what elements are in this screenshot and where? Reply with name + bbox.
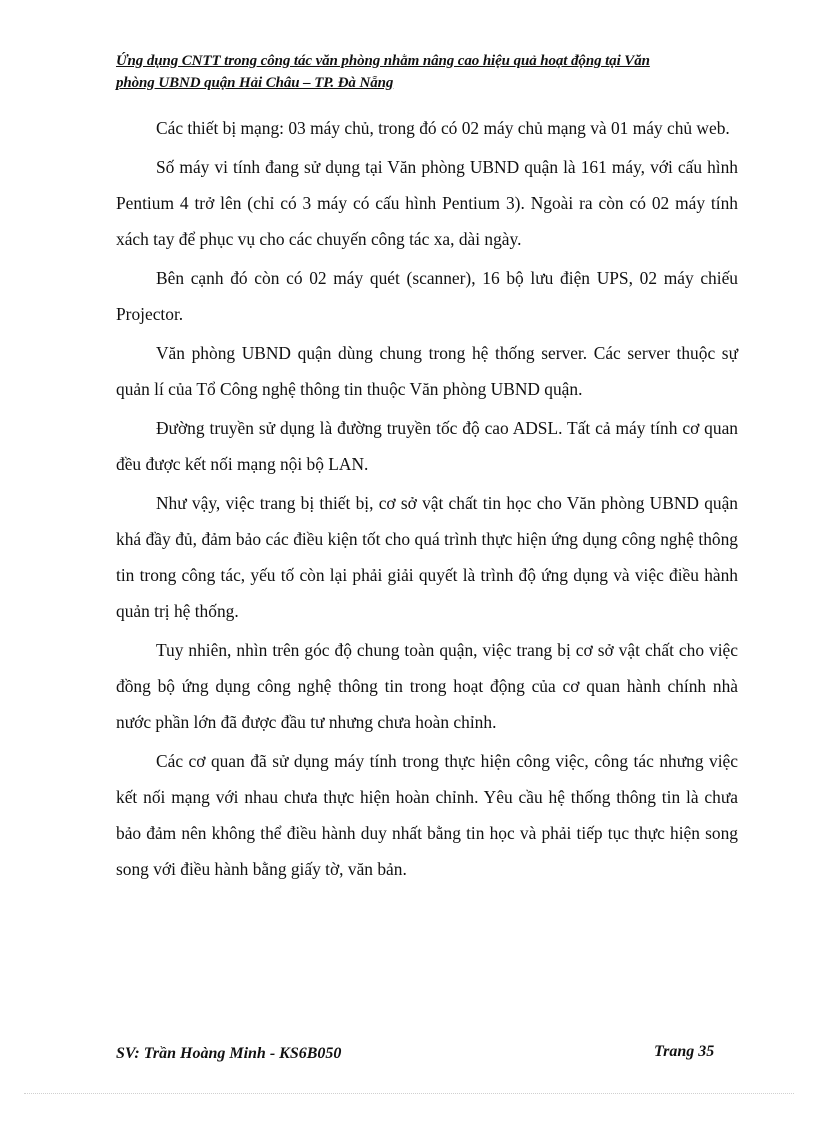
- paragraph-computer-count: Số máy vi tính đang sử dụng tại Văn phòng UBND quận là 161 máy, với cấu hình Pentium 4 trở lên (chỉ có 3 máy có cấu hình Pentium 3). Ngoài ra còn có 02 máy tính xách tay để phục vụ cho các chuyến công tác xa, dài ngày.: [116, 157, 738, 249]
- footer-page-number: Trang 35: [654, 1043, 715, 1060]
- footer-author: SV: Trần Hoàng Minh - KS6B050: [116, 1045, 342, 1062]
- paragraph-district-overview: Tuy nhiên, nhìn trên góc độ chung toàn quận, việc trang bị cơ sở vật chất cho việc đồng bộ ứng dụng công nghệ thông tin trong hoạt động của cơ quan hành chính nhà nước phần lớn đã được đầu tư nhưng chưa hoàn chỉnh.: [116, 640, 738, 732]
- header-line-2: phòng UBND quận Hải Châu – TP. Đà Nẵng: [116, 75, 394, 91]
- body-text: [116, 110, 738, 890]
- paragraph-assessment: Như vậy, việc trang bị thiết bị, cơ sở vật chất tin học cho Văn phòng UBND quận khá đầy đủ, đảm bảo các điều kiện tốt cho quá trình thực hiện ứng dụng công nghệ thông tin trong công tác, yếu tố còn lại phải giải quyết là trình độ ứng dụng và việc điều hành quản trị hệ thống.: [116, 493, 738, 621]
- paragraph-peripherals: Bên cạnh đó còn có 02 máy quét (scanner), 16 bộ lưu điện UPS, 02 máy chiếu Projector.: [116, 268, 738, 324]
- paragraph-network-devices: Các thiết bị mạng: 03 máy chủ, trong đó có 02 máy chủ mạng và 01 máy chủ web.: [156, 118, 730, 138]
- paragraph-servers: Văn phòng UBND quận dùng chung trong hệ thống server. Các server thuộc sự quản lí của Tổ Công nghệ thông tin thuộc Văn phòng UBND quận.: [116, 343, 738, 399]
- header-line-1: Ứng dụng CNTT trong công tác văn phòng nhằm nâng cao hiệu quả hoạt động tại Văn: [116, 53, 650, 69]
- page-bottom-divider: [24, 1093, 794, 1094]
- paragraph-connection: Đường truyền sử dụng là đường truyền tốc độ cao ADSL. Tất cả máy tính cơ quan đều được kết nối mạng nội bộ LAN.: [116, 418, 738, 474]
- paragraph-agencies: Các cơ quan đã sử dụng máy tính trong thực hiện công việc, công tác nhưng việc kết nối mạng với nhau chưa thực hiện hoàn chỉnh. Yêu cầu hệ thống thông tin là chưa bảo đảm nên không thể điều hành duy nhất bằng tin học và phải tiếp tục thực hiện song song với điều hành bằng giấy tờ, văn bản.: [116, 751, 738, 879]
- running-header: [116, 50, 736, 94]
